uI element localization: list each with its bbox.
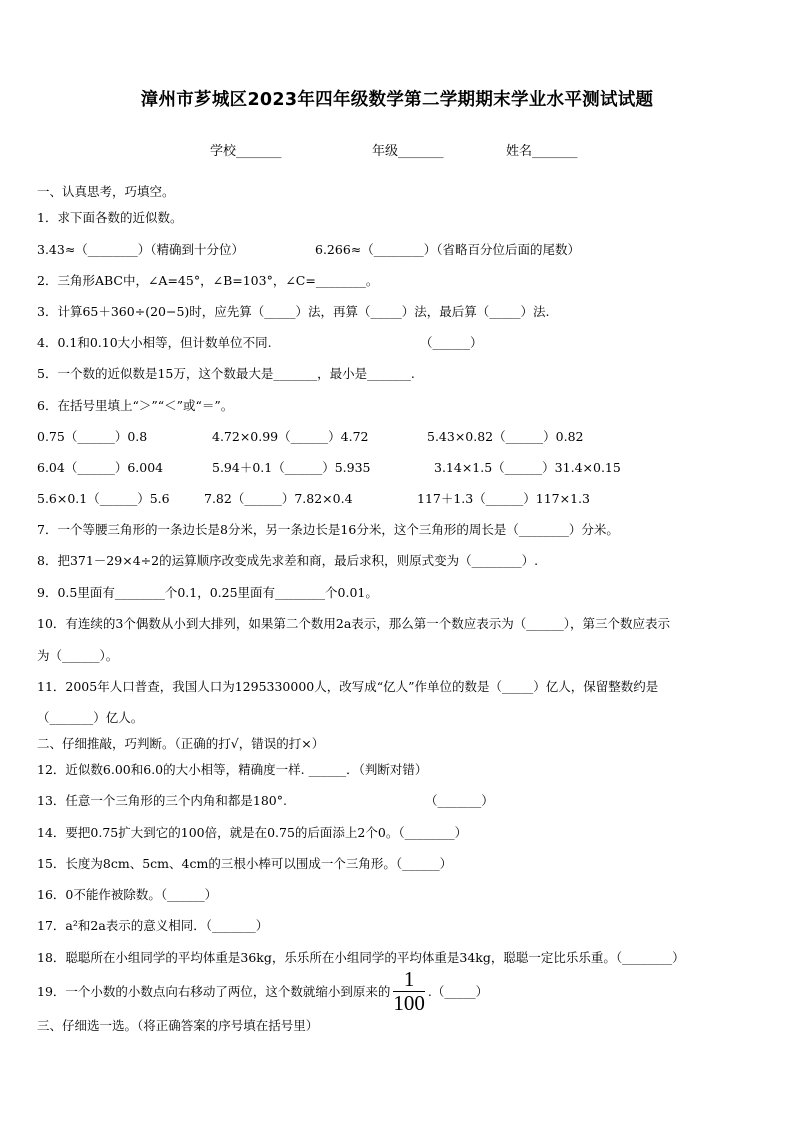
fraction-one-hundredth [393, 966, 425, 1015]
page-title: 漳州市芗城区2023年四年级数学第二学期期末学业水平测试试题 [140, 90, 654, 110]
grade-field: 年级_______ [372, 144, 444, 159]
q6-row3-col2: 7.82（______）7.82×0.4 [204, 491, 353, 506]
fraction-denominator: 100 [393, 990, 425, 1015]
question-10-line1: 10．有连续的3个偶数从小到大排列，如果第二个数用2a表示，那么第一个数应表示为（______），第三个数应表示 [37, 616, 671, 631]
question-6: 6．在括号里填上“＞”“＜”或“＝”。 [37, 398, 234, 413]
q6-row1-col3: 5.43×0.82（______）0.82 [427, 429, 584, 444]
question-4: 4．0.1和0.10大小相等，但计数单位不同. [37, 335, 272, 350]
question-1b: 6.266≈（________）（省略百分位后面的尾数） [315, 242, 581, 257]
question-19-text: 19．一个小数的小数点向右移动了两位，这个数就缩小到原来的 [37, 984, 391, 999]
question-16: 16．0不能作被除数。（______） [37, 887, 218, 902]
fraction-numerator: 1 [403, 966, 415, 991]
question-1a: 3.43≈（________）（精确到十分位） [37, 242, 245, 257]
name-field: 姓名_______ [506, 144, 578, 159]
q6-row1-col1: 0.75（______）0.8 [37, 429, 148, 444]
question-18: 18．聪聪所在小组同学的平均体重是36kg，乐乐所在小组同学的平均体重是34kg，聪聪一定比乐乐重。（________） [37, 950, 685, 965]
question-15: 15．长度为8cm、5cm、4cm的三根小棒可以围成一个三角形。（______） [37, 856, 453, 871]
question-1: 1．求下面各数的近似数。 [37, 210, 183, 225]
question-4-answer: （______） [420, 335, 483, 350]
question-8: 8．把371－29×4÷2的运算顺序改变成先求差和商，最后求积，则原式变为（________）. [37, 553, 539, 568]
question-9: 9．0.5里面有________个0.1，0.25里面有________个0.01。 [37, 585, 378, 600]
question-3: 3．计算65＋360÷(20−5)时，应先算（_____）法，再算（_____）法，最后算（_____）法. [37, 304, 550, 319]
q6-row1-col2: 4.72×0.99（______）4.72 [212, 429, 369, 444]
q6-row2-col1: 6.04（______）6.004 [37, 460, 164, 475]
question-12: 12．近似数6.00和6.0的大小相等，精确度一样. ______．（判断对错） [37, 762, 428, 777]
section-1-heading: 一、认真思考，巧填空。 [37, 184, 175, 199]
question-13: 13．任意一个三角形的三个内角和都是180°. [37, 793, 287, 808]
question-19 [37, 966, 489, 1015]
question-10-line2: 为（______）。 [37, 648, 119, 663]
q6-row3-col1: 5.6×0.1（______）5.6 [37, 491, 170, 506]
section-2-heading: 二、仔细推敲，巧判断。（正确的打√，错误的打×） [37, 736, 325, 751]
q6-row3-col3: 117＋1.3（______）117×1.3 [417, 491, 590, 506]
question-11-line2: （_______）亿人。 [37, 710, 144, 725]
q6-row2-col3: 3.14×1.5（______）31.4×0.15 [434, 460, 621, 475]
question-14: 14．要把0.75扩大到它的100倍，就是在0.75的后面添上2个0。（________） [37, 825, 468, 840]
question-11-line1: 11．2005年人口普查，我国人口为1295330000人，改写成“亿人”作单位的数是（_____）亿人，保留整数约是 [37, 679, 659, 694]
question-2: 2．三角形ABC中，∠A=45°，∠B=103°，∠C=________。 [37, 273, 379, 288]
section-3-heading: 三、仔细选一选。（将正确答案的序号填在括号里） [37, 1018, 319, 1033]
question-17: 17．a²和2a表示的意义相同．（_______） [37, 918, 269, 933]
question-13-answer: （_______） [425, 793, 494, 808]
question-19-answer: .（_____） [427, 984, 489, 999]
q6-row2-col2: 5.94＋0.1（______）5.935 [212, 460, 371, 475]
school-field: 学校_______ [210, 144, 282, 159]
question-5: 5．一个数的近似数是15万，这个数最大是_______，最小是_______. [37, 366, 415, 381]
question-7: 7．一个等腰三角形的一条边长是8分米，另一条边长是16分米，这个三角形的周长是（________）分米。 [37, 522, 619, 537]
